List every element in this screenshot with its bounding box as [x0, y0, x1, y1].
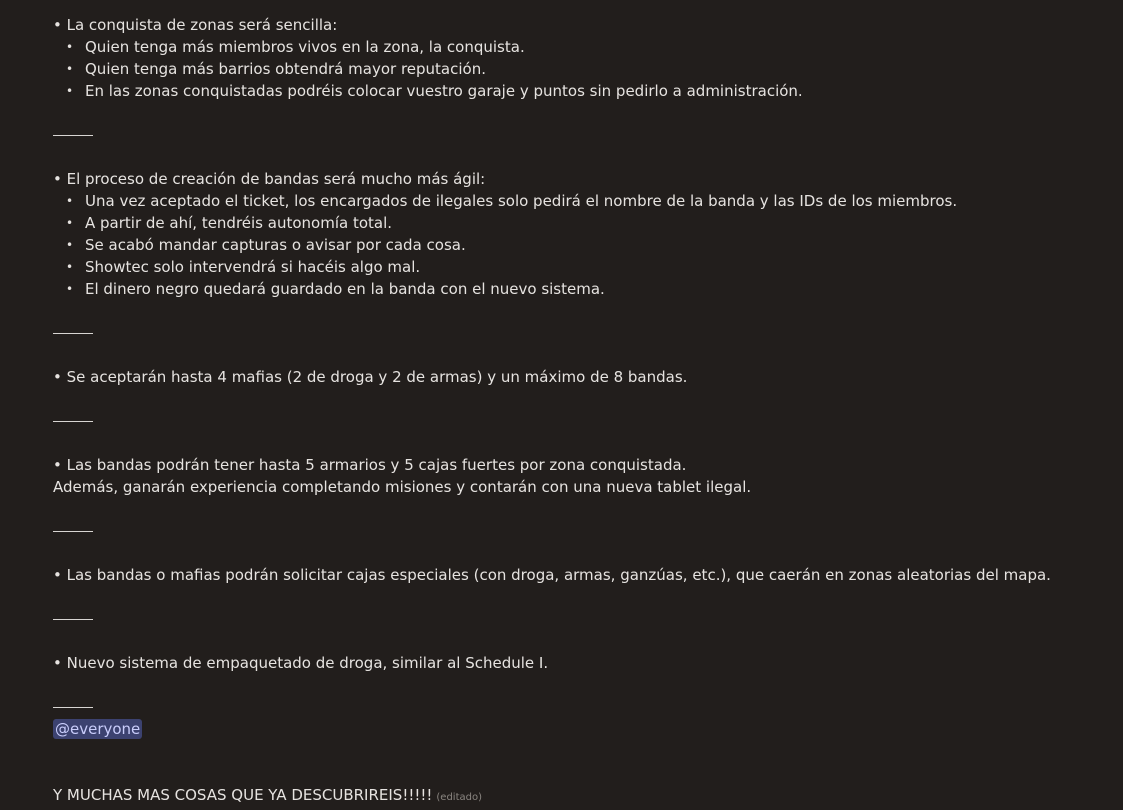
- section2-heading: • El proceso de creación de bandas será mucho más ágil:: [53, 170, 486, 188]
- list-item: • Showtec solo intervendrá si hacéis algo mal.: [53, 256, 1103, 278]
- everyone-mention[interactable]: @everyone: [55, 720, 141, 738]
- list-item: • Una vez aceptado el ticket, los encargados de ilegales solo pedirá el nombre de la banda y las IDs de los miembros.: [53, 190, 1103, 212]
- list-item: • En las zonas conquistadas podréis colocar vuestro garaje y puntos sin pedirlo a administración.: [53, 80, 1103, 102]
- section5-text: • Las bandas o mafias podrán solicitar cajas especiales (con droga, armas, ganzúas, etc.), que caerán en zonas aleatorias del mapa.: [53, 566, 1051, 584]
- closing-text: Y MUCHAS MAS COSAS QUE YA DESCUBRIREIS!!!!!: [53, 786, 433, 804]
- message-content: [53, 14, 1103, 806]
- list-item: • A partir de ahí, tendréis autonomía total.: [53, 212, 1103, 234]
- divider: [53, 124, 1103, 146]
- mention-line: [53, 718, 1103, 740]
- edited-label: (editado): [436, 792, 482, 803]
- section6-text: • Nuevo sistema de empaquetado de droga, similar al Schedule I.: [53, 654, 549, 672]
- list-item: • Quien tenga más miembros vivos en la zona, la conquista.: [53, 36, 1103, 58]
- divider: [53, 696, 1103, 718]
- list-item: • Se acabó mandar capturas o avisar por cada cosa.: [53, 234, 1103, 256]
- section4-line1: • Las bandas podrán tener hasta 5 armarios y 5 cajas fuertes por zona conquistada.: [53, 456, 687, 474]
- closing-line: [53, 784, 1103, 806]
- divider: [53, 410, 1103, 432]
- section3-text: • Se aceptarán hasta 4 mafias (2 de droga y 2 de armas) y un máximo de 8 bandas.: [53, 368, 688, 386]
- divider: [53, 322, 1103, 344]
- divider: [53, 520, 1103, 542]
- section1-heading: • La conquista de zonas será sencilla:: [53, 16, 338, 34]
- divider: [53, 608, 1103, 630]
- list-item: • El dinero negro quedará guardado en la banda con el nuevo sistema.: [53, 278, 1103, 300]
- list-item: • Quien tenga más barrios obtendrá mayor reputación.: [53, 58, 1103, 80]
- section4-line2: Además, ganarán experiencia completando misiones y contarán con una nueva tablet ilegal.: [53, 478, 752, 496]
